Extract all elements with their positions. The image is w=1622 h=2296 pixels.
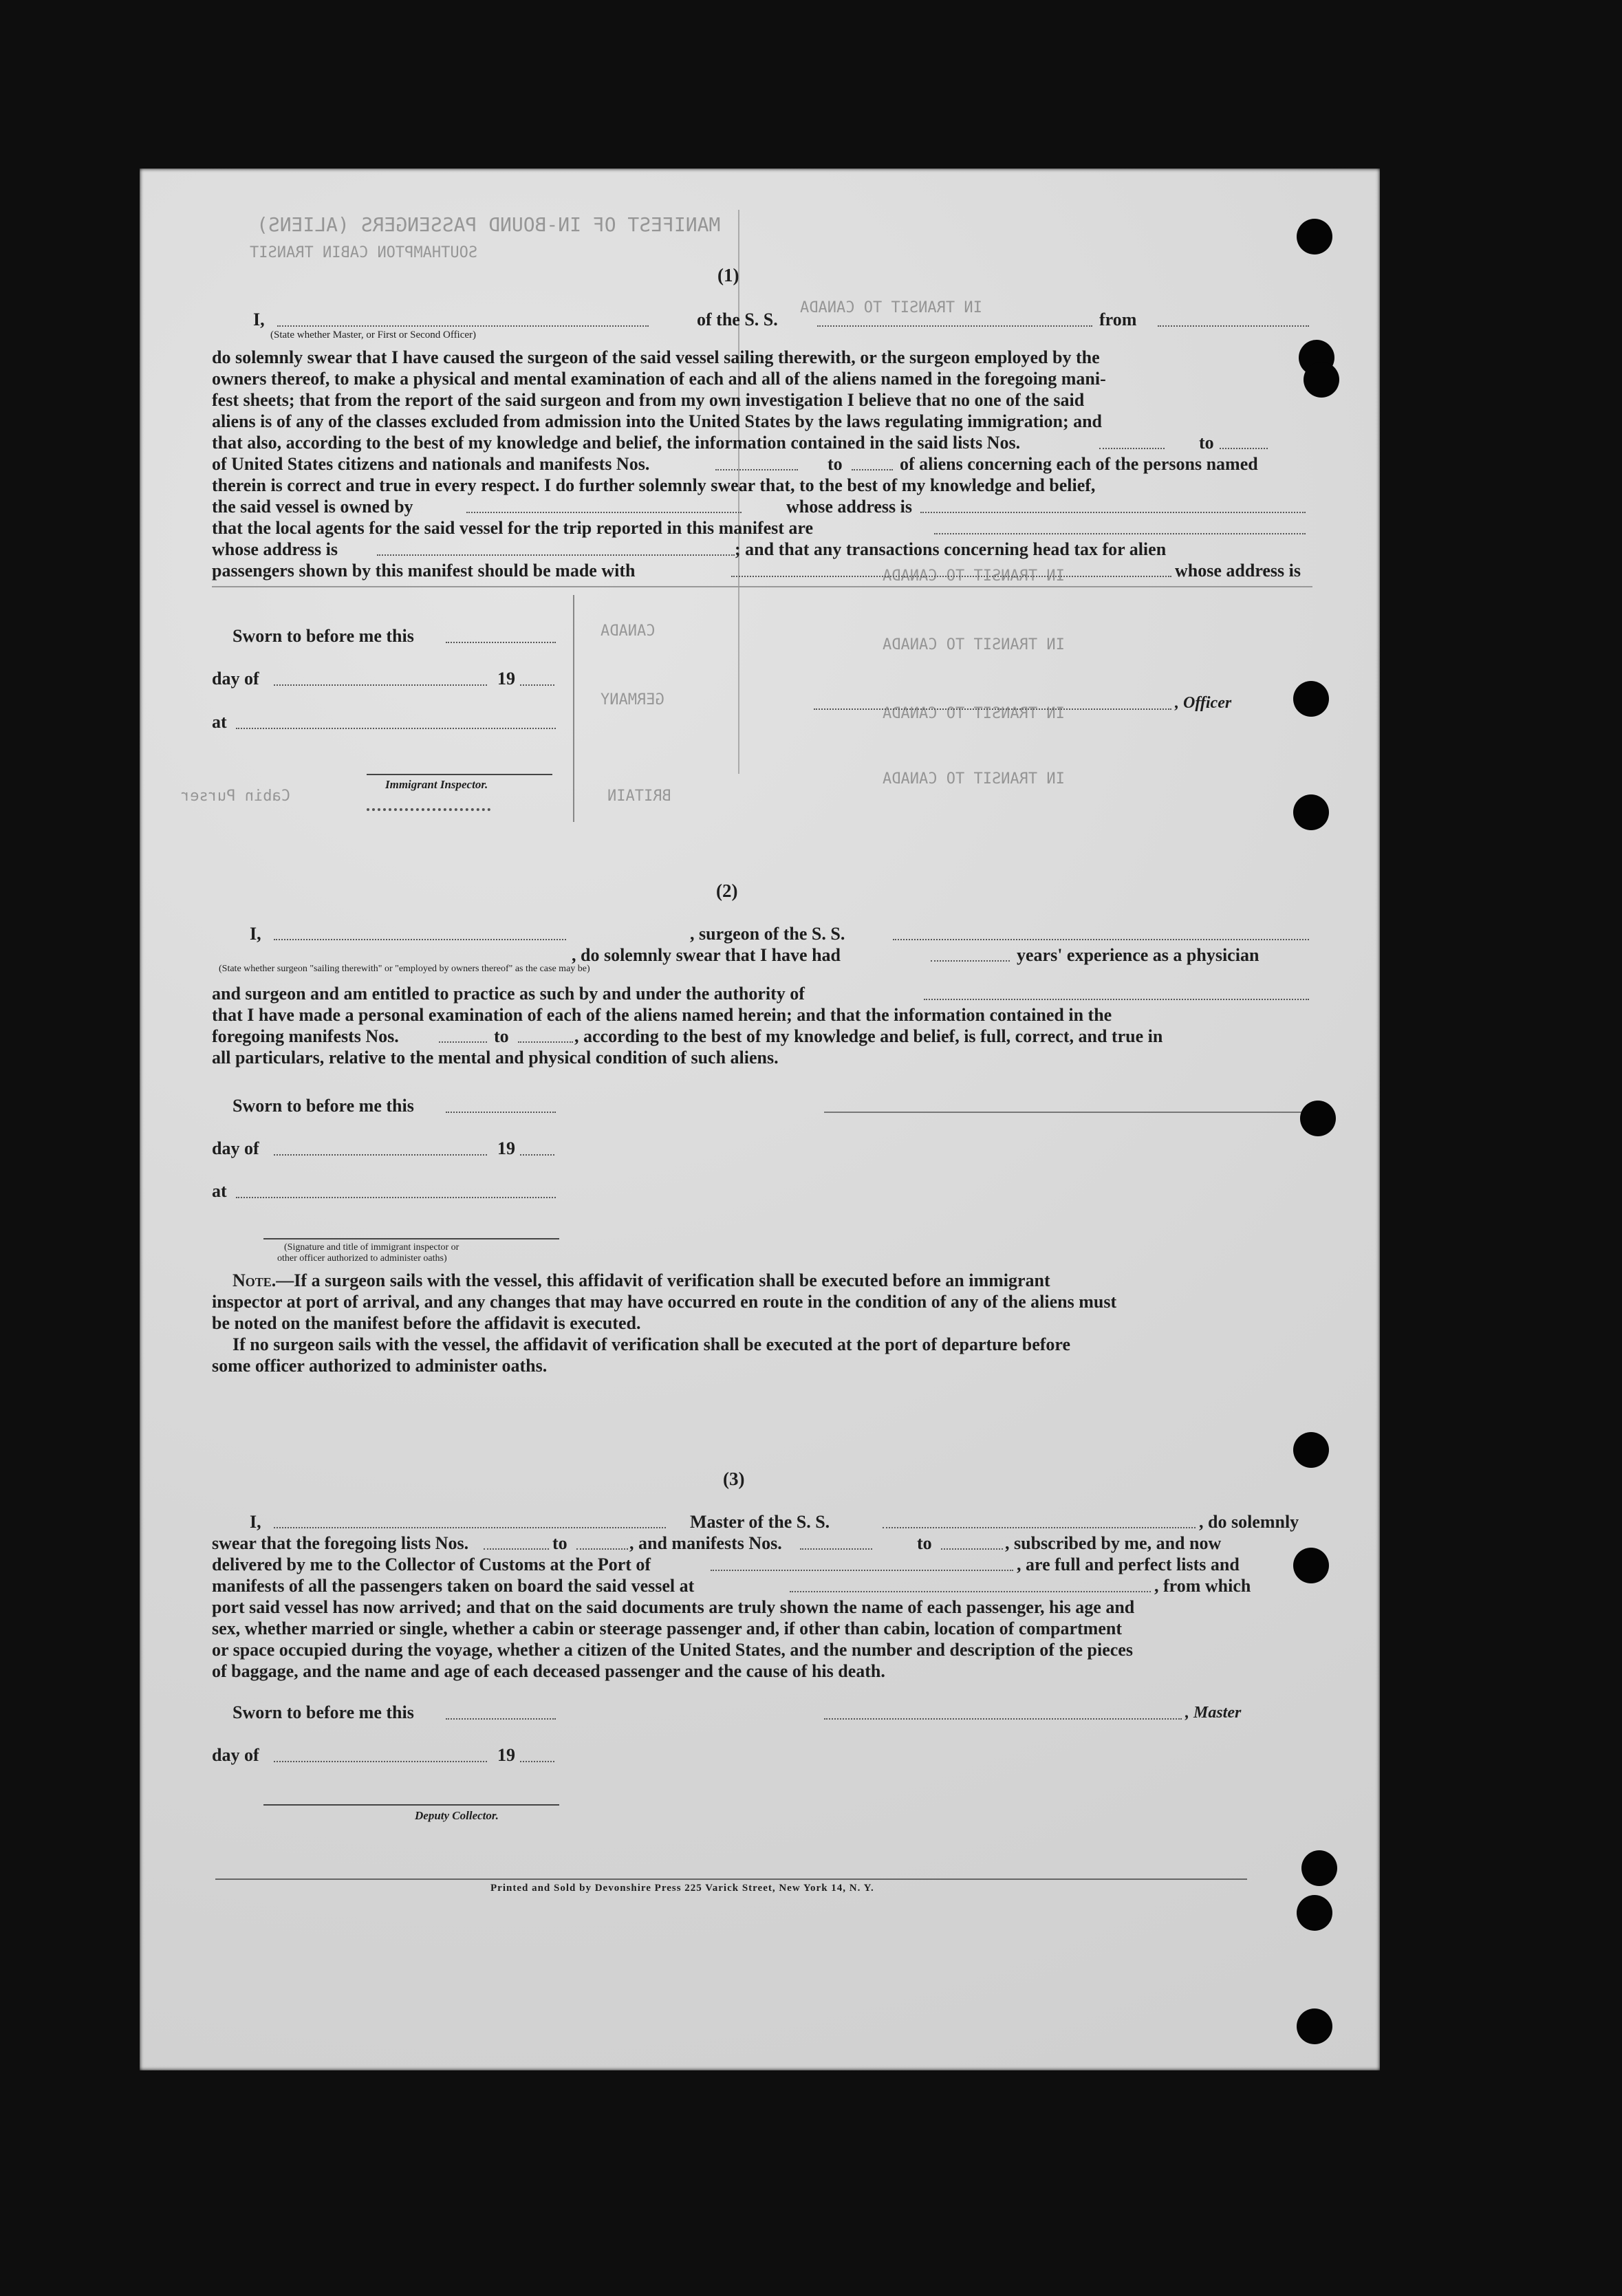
bleedthrough-text: CANADA xyxy=(601,622,656,640)
sec3-19: 19 xyxy=(497,1745,515,1765)
blank-manifests-to xyxy=(852,469,893,470)
section-3-number: (3) xyxy=(723,1469,745,1489)
blank-agents xyxy=(934,533,1306,534)
blank-authority xyxy=(924,999,1309,1000)
blank-sec2-day xyxy=(274,1154,487,1156)
inspector-sig-line xyxy=(367,774,552,775)
blank-lists-to xyxy=(1220,448,1268,449)
blank-head-tax xyxy=(731,576,1171,577)
binder-hole xyxy=(1297,219,1332,254)
blank-officer-sig xyxy=(814,708,1171,710)
bleedthrough-text: IN TRANSIT TO CANADA xyxy=(883,705,1065,722)
sec2-to: to xyxy=(494,1026,509,1046)
bleedthrough-text: IN TRANSIT TO CANADA xyxy=(883,636,1065,653)
sec3-line: port said vessel has now arrived; and that on the said documents are truly shown the name of each passenger, his age and xyxy=(212,1597,1135,1617)
blank-sec3-year xyxy=(520,1761,554,1762)
manifest-page xyxy=(140,169,1380,2070)
sec1-at: at xyxy=(212,712,227,732)
binder-hole xyxy=(1293,681,1329,717)
bleedthrough-text: SOUTHAMPTON CABIN TRANSIT xyxy=(250,244,478,261)
sec2-sworn: Sworn to before me this xyxy=(233,1096,414,1116)
blank-sec3-lists-to xyxy=(576,1548,628,1550)
sec2-day-of: day of xyxy=(212,1138,259,1158)
blank-master-ship xyxy=(883,1527,1196,1528)
bleedthrough-text: IN TRANSIT TO CANADA xyxy=(800,299,982,316)
blank-sec2-sworn xyxy=(446,1112,556,1113)
sec3-sworn: Sworn to before me this xyxy=(233,1702,414,1722)
sec1-line: of United States citizens and nationals and manifests Nos. xyxy=(212,454,650,474)
sec2-line: all particulars, relative to the mental and physical condition of such aliens. xyxy=(212,1048,779,1068)
surgeon-sig-line xyxy=(824,1112,1309,1113)
sec2-inspector-line xyxy=(263,1238,559,1239)
sec2-do-solemnly: , do solemnly swear that I have had xyxy=(572,945,841,965)
blank-owner-address xyxy=(920,512,1306,513)
note-first-line xyxy=(233,1270,1050,1291)
sec1-from: from xyxy=(1099,310,1137,329)
bleedthrough-text: IN TRANSIT TO CANADA xyxy=(883,770,1065,788)
sec3-to-2: to xyxy=(917,1533,932,1553)
sec2-at: at xyxy=(212,1181,227,1201)
blank-sec3-day xyxy=(274,1761,487,1762)
blank-year xyxy=(520,684,554,686)
sec1-to: to xyxy=(1199,433,1214,453)
sec1-line: whose address is xyxy=(212,539,338,559)
sec1-to-2: to xyxy=(828,454,843,474)
sec2-i-label: I, xyxy=(250,924,261,944)
footer-rule xyxy=(215,1878,1247,1880)
sec2-surgeon-of: , surgeon of the S. S. xyxy=(690,924,845,944)
sec3-line: delivered by me to the Collector of Customs at the Port of xyxy=(212,1555,651,1574)
sec1-line: the said vessel is owned by xyxy=(212,497,413,517)
deputy-sig-line xyxy=(263,1804,559,1806)
binder-hole xyxy=(1297,1895,1332,1931)
blank-sec3-man-from xyxy=(800,1548,872,1550)
sec1-line: that the local agents for the said vessel for the trip reported in this manifest are xyxy=(212,518,814,538)
sec1-i-label: I, xyxy=(253,310,265,329)
blank-sworn xyxy=(446,642,556,643)
sec1-of-aliens: of aliens concerning each of the persons named xyxy=(900,454,1258,474)
blank-surgeon-name xyxy=(274,939,566,940)
blank-surgeon-ship xyxy=(893,939,1309,940)
sec1-sworn: Sworn to before me this xyxy=(233,626,414,646)
blank-master-sig xyxy=(824,1718,1182,1720)
sec3-line: of baggage, and the name and age of each deceased passenger and the cause of his death. xyxy=(212,1661,885,1681)
bleedthrough-text: BRITAIN xyxy=(607,788,671,805)
sec3-line: sex, whether married or single, whether a cabin or steerage passenger and, if other than cabin, location of compartment xyxy=(212,1618,1122,1638)
sec3-do-solemnly: , do solemnly xyxy=(1199,1512,1299,1532)
printer-imprint: Printed and Sold by Devonshire Press 225 Varick Street, New York 14, N. Y. xyxy=(490,1883,874,1894)
section-2-number: (2) xyxy=(716,880,738,901)
sec3-i-label: I, xyxy=(250,1512,261,1532)
bleedthrough-text: MANIFEST OF IN-BOUND PASSENGERS (ALIENS) xyxy=(257,213,721,236)
note-line: be noted on the manifest before the affidavit is executed. xyxy=(212,1313,641,1333)
sec1-of-ss: of the S. S. xyxy=(697,310,778,329)
blank-master-name xyxy=(274,1527,666,1528)
deputy-collector-label: Deputy Collector. xyxy=(415,1809,499,1822)
sec1-whose-address-2: whose address is xyxy=(1175,561,1301,581)
sec3-day-of: day of xyxy=(212,1745,259,1765)
blank-at xyxy=(236,728,556,729)
binder-hole xyxy=(1293,794,1329,830)
sec3-line: swear that the foregoing lists Nos. xyxy=(212,1533,469,1553)
sec2-sig-note-2: other officer authorized to administer oaths) xyxy=(277,1253,447,1264)
sec1-head-tax: ; and that any transactions concerning head tax for alien xyxy=(735,539,1167,559)
sec3-line: or space occupied during the voyage, whether a citizen of the United States, and the number and description of the pieces xyxy=(212,1640,1133,1660)
immigrant-inspector-label: Immigrant Inspector. xyxy=(385,778,488,791)
master-label: , Master xyxy=(1185,1704,1242,1722)
sec2-line: that I have made a personal examination of each of the aliens named herein; and that the information contained in the xyxy=(212,1005,1112,1025)
blank-sec3-lists-from xyxy=(484,1548,549,1550)
sec1-day-of: day of xyxy=(212,669,259,689)
binder-hole xyxy=(1297,2008,1332,2044)
blank-port-departure xyxy=(790,1591,1151,1592)
sec3-subscribed: , subscribed by me, and now xyxy=(1005,1533,1222,1553)
blank-from xyxy=(1158,325,1309,327)
sec3-full-perfect: , are full and perfect lists and xyxy=(1017,1555,1240,1574)
blank-officer xyxy=(277,325,649,327)
officer-label: , Officer xyxy=(1175,694,1232,712)
sec2-surgeon-note: (State whether surgeon "sailing therewith" or "employed by owners thereof" as the case may be) xyxy=(219,964,590,974)
sec1-line: passengers shown by this manifest should be made with xyxy=(212,561,636,581)
sec2-19: 19 xyxy=(497,1138,515,1158)
note-label: Note. xyxy=(233,1270,277,1290)
blank-port xyxy=(711,1570,1013,1571)
sec2-sig-note-1: (Signature and title of immigrant inspector or xyxy=(284,1242,459,1253)
note-line: inspector at port of arrival, and any changes that may have occurred en route in the condition of any of the aliens must xyxy=(212,1292,1117,1312)
sec1-line: that also, according to the best of my knowledge and belief, the information contained in the said lists Nos. xyxy=(212,433,1021,453)
blank-day xyxy=(274,684,487,686)
sec2-line: foregoing manifests Nos. xyxy=(212,1026,399,1046)
section-1-number: (1) xyxy=(717,265,739,285)
sec1-line: owners thereof, to make a physical and mental examination of each and all of the aliens named in the foregoing mani- xyxy=(212,369,1106,389)
blank-manifests-from xyxy=(715,469,798,470)
sec3-master-of: Master of the S. S. xyxy=(690,1512,830,1532)
sec1-19: 19 xyxy=(497,669,515,689)
blank-inspector-title xyxy=(367,808,490,811)
binder-hole xyxy=(1301,1850,1337,1886)
binder-hole xyxy=(1293,1548,1329,1583)
sec3-to: to xyxy=(552,1533,567,1553)
sec1-line: fest sheets; that from the report of the said surgeon and from my own investigation I believe that no one of the said xyxy=(212,390,1085,410)
note-line: some officer authorized to administer oaths. xyxy=(212,1356,548,1376)
note-text: —If a surgeon sails with the vessel, this affidavit of verification shall be executed before an immigrant xyxy=(276,1270,1050,1290)
sec1-line: therein is correct and true in every respect. I do further solemnly swear that, to the best of my knowledge and belief, xyxy=(212,475,1096,495)
column-line xyxy=(573,595,574,822)
blank-sec2-from xyxy=(439,1041,487,1043)
note-line: If no surgeon sails with the vessel, the affidavit of verification shall be executed at the port of departure before xyxy=(233,1334,1071,1354)
sec2-line: and surgeon and am entitled to practice as such by and under the authority of xyxy=(212,984,805,1004)
binder-hole xyxy=(1293,1432,1329,1468)
blank-years xyxy=(931,960,1010,962)
sec1-rule xyxy=(212,586,1312,587)
sec2-years: years' experience as a physician xyxy=(1017,945,1259,965)
sec3-from-which: , from which xyxy=(1154,1576,1251,1596)
bleedthrough-text: IN TRANSIT TO CANADA xyxy=(883,567,1065,585)
binder-hole xyxy=(1300,1101,1336,1136)
bleedthrough-text: Cabin Purser xyxy=(181,788,290,805)
bleedthrough-text: GERMANY xyxy=(601,691,664,708)
blank-sec3-sworn xyxy=(446,1718,556,1720)
blank-lists-from xyxy=(1099,448,1165,449)
sec1-officer-note: (State whether Master, or First or Second Officer) xyxy=(270,329,477,340)
blank-sec3-man-to xyxy=(941,1548,1003,1550)
sec1-line: do solemnly swear that I have caused the surgeon of the said vessel sailing therewith, or the surgeon employed by the xyxy=(212,347,1100,367)
blank-owner xyxy=(466,512,742,513)
binder-hole xyxy=(1304,362,1339,398)
sec1-whose-address: whose address is xyxy=(786,497,913,517)
blank-agent-address xyxy=(377,554,735,556)
blank-ship xyxy=(817,325,1092,327)
sec3-line: manifests of all the passengers taken on board the said vessel at xyxy=(212,1576,695,1596)
blank-sec2-at xyxy=(236,1197,556,1198)
sec3-and-manifests: , and manifests Nos. xyxy=(629,1533,782,1553)
blank-sec2-year xyxy=(520,1154,554,1156)
blank-sec2-to xyxy=(518,1041,573,1043)
sec1-line: aliens is of any of the classes excluded from admission into the United States by the laws regulating immigration; and xyxy=(212,411,1103,431)
sec2-according: , according to the best of my knowledge and belief, is full, correct, and true in xyxy=(574,1026,1163,1046)
